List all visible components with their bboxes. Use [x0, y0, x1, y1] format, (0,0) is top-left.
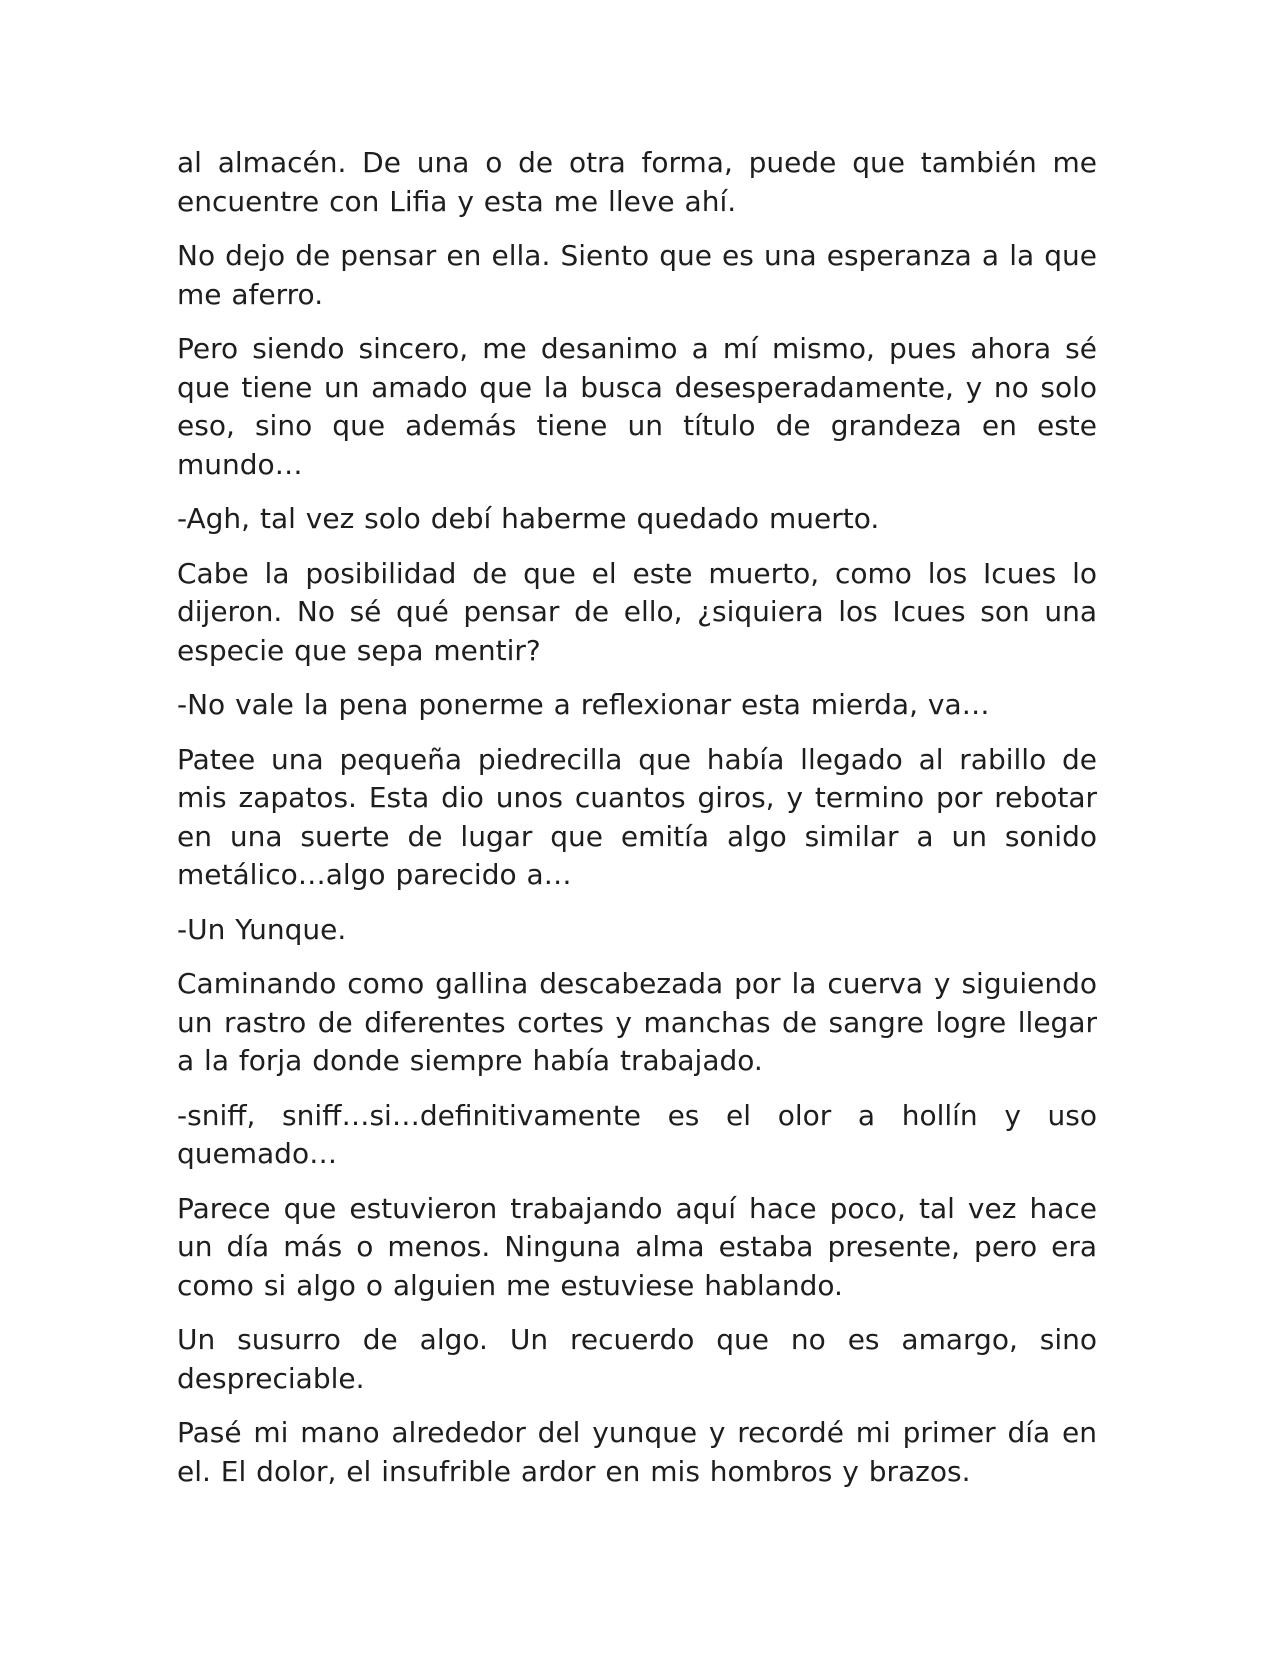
paragraph: Pero siendo sincero, me desanimo a mí mismo, pues ahora sé que tiene un amado que la busca desesperadamente, y no solo eso, sino que además tiene un título de grandeza en este mundo… — [177, 332, 1097, 481]
dialogue-line: -sniff, sniff…si…definitivamente es el olor a hollín y uso quemado… — [177, 1098, 1097, 1170]
paragraph: Cabe la posibilidad de que el este muerto, como los Icues lo dijeron. No sé qué pensar de ello, ¿siquiera los Icues son una especie que sepa mentir? — [177, 556, 1097, 667]
dialogue-line: -No vale la pena ponerme a reflexionar esta mierda, va… — [177, 688, 990, 721]
dialogue-line: -Un Yunque. — [177, 912, 347, 946]
paragraph: Un susurro de algo. Un recuerdo que no es amargo, sino despreciable. — [177, 1323, 1097, 1395]
paragraph: No dejo de pensar en ella. Siento que es una esperanza a la que me aferro. — [177, 239, 1097, 311]
paragraph: al almacén. De una o de otra forma, puede que también me encuentre con Lifia y esta me lleve ahí. — [177, 146, 1097, 218]
paragraph: Parece que estuvieron trabajando aquí hace poco, tal vez hace un día más o menos. Ninguna alma estaba presente, pero era como si algo o alguien me estuviese hablando. — [177, 1191, 1097, 1302]
dialogue-line: -Agh, tal vez solo debí haberme quedado muerto. — [177, 502, 880, 535]
paragraph: Caminando como gallina descabezada por la cuerva y siguiendo un rastro de diferentes cortes y manchas de sangre logre llegar a la forja donde siempre había trabajado. — [177, 967, 1097, 1077]
document-body — [177, 144, 1097, 1507]
paragraph: Pasé mi mano alrededor del yunque y recordé mi primer día en el. El dolor, el insufrible ardor en mis hombros y brazos. — [177, 1416, 1097, 1488]
paragraph: Patee una pequeña piedrecilla que había llegado al rabillo de mis zapatos. Esta dio unos cuantos giros, y termino por rebotar en una suerte de lugar que emitía algo similar a un sonido metálico…algo parecido a… — [177, 742, 1097, 891]
